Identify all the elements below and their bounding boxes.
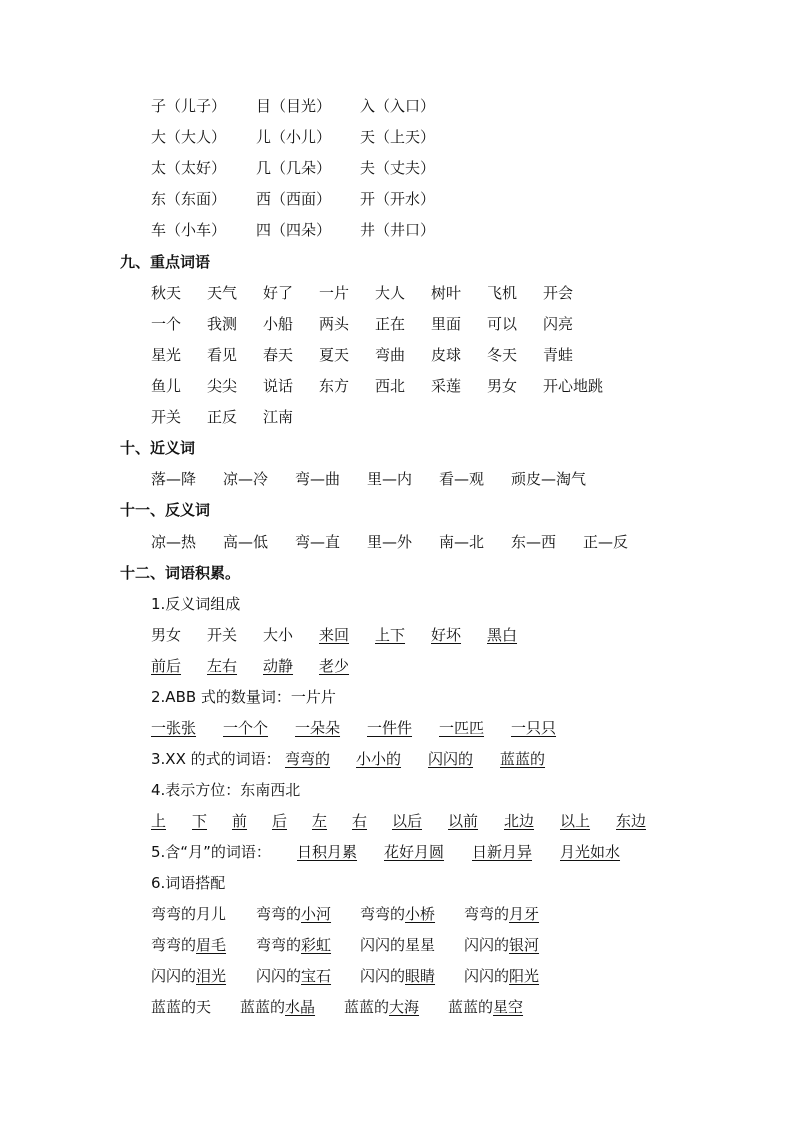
collocation-noun: 月牙: [509, 905, 540, 923]
word: 好坏: [431, 626, 462, 644]
word: 一个: [151, 315, 182, 333]
word: 前后: [151, 657, 182, 675]
synonym-pair: 凉—冷: [223, 470, 269, 488]
collocation-prefix: 弯弯的: [151, 905, 197, 923]
word: 尖尖: [207, 377, 238, 395]
word: 大人: [375, 284, 406, 302]
antonym-pair: 正—反: [583, 533, 629, 551]
word: 以后: [392, 812, 423, 830]
word: 夏天: [319, 346, 350, 364]
synonym-pair: 看—观: [439, 470, 485, 488]
word: 一匹匹: [439, 719, 485, 737]
antonym-pair: 里—外: [367, 533, 413, 551]
collocation-noun: 眼睛: [405, 967, 436, 985]
char-word: 开（开水）: [360, 190, 436, 208]
collocation: [464, 965, 539, 987]
collocation-noun: 阳光: [509, 967, 540, 985]
char-word: 夫（丈夫）: [360, 159, 436, 177]
word: 冬天: [487, 346, 518, 364]
word: 说话: [263, 377, 294, 395]
collocation: [151, 934, 226, 956]
section-heading-key-words: 九、重点词语: [120, 253, 211, 271]
collocation-prefix: 闪闪的: [464, 936, 510, 954]
char-word: 井（井口）: [360, 221, 436, 239]
collocation: [360, 965, 435, 987]
collocation: [448, 996, 523, 1018]
word: 后: [272, 812, 288, 830]
word: 动静: [263, 657, 294, 675]
word: 树叶: [431, 284, 462, 302]
word: 一个个: [223, 719, 269, 737]
word: 以前: [448, 812, 479, 830]
word: 开会: [543, 284, 574, 302]
word: 一只只: [511, 719, 557, 737]
word: 天气: [207, 284, 238, 302]
word: 日积月累: [297, 843, 358, 861]
section-heading-synonyms: 十、近义词: [120, 439, 196, 457]
word: 月光如水: [560, 843, 621, 861]
collocation-noun: 宝石: [301, 967, 332, 985]
word: 黑白: [487, 626, 518, 644]
collocation-prefix: 弯弯的: [360, 905, 406, 923]
char-word: 天（上天）: [360, 128, 436, 146]
word: 飞机: [487, 284, 518, 302]
collocation: [151, 996, 211, 1018]
collocation-noun: 水晶: [285, 998, 316, 1016]
word: 一张张: [151, 719, 197, 737]
collocation: [256, 903, 331, 925]
char-word: 太（太好）: [151, 159, 227, 177]
word: 以上: [560, 812, 591, 830]
word: 日新月异: [472, 843, 533, 861]
collocation-prefix: 闪闪的: [464, 967, 510, 985]
word: 右: [352, 812, 368, 830]
char-word: 子（儿子）: [151, 97, 227, 115]
word: 一朵朵: [295, 719, 341, 737]
collocation-noun: 月儿: [196, 905, 227, 923]
word: 下: [192, 812, 208, 830]
word: 江南: [263, 408, 294, 426]
word: 青蛙: [543, 346, 574, 364]
char-word: 几（几朵）: [256, 159, 332, 177]
collocation-prefix: 蓝蓝的: [344, 998, 390, 1016]
collocation-prefix: 弯弯的: [151, 936, 197, 954]
synonym-pair: 里—内: [367, 470, 413, 488]
word: 大小: [263, 626, 294, 644]
word: 闪闪的: [428, 750, 474, 768]
word: 花好月圆: [384, 843, 445, 861]
collocation: [256, 965, 331, 987]
collocation-prefix: 弯弯的: [464, 905, 510, 923]
word: 老少: [319, 657, 350, 675]
collocation-prefix: 蓝蓝的: [240, 998, 286, 1016]
char-word: 东（东面）: [151, 190, 227, 208]
word: 来回: [319, 626, 350, 644]
collocation: [151, 903, 226, 925]
word: 开心地跳: [543, 377, 604, 395]
word: 采莲: [431, 377, 462, 395]
word: 开关: [151, 408, 182, 426]
char-word: 入（入口）: [360, 97, 436, 115]
word: 左: [312, 812, 328, 830]
word: 闪亮: [543, 315, 574, 333]
collocation-noun: 眉毛: [196, 936, 227, 954]
word: 秋天: [151, 284, 182, 302]
antonym-pair: 南—北: [439, 533, 485, 551]
word: 上下: [375, 626, 406, 644]
word: 小小的: [356, 750, 402, 768]
word: 东边: [616, 812, 647, 830]
sub-heading-label: 1.反义词组成: [151, 595, 241, 613]
collocation-noun: 泪光: [196, 967, 227, 985]
collocation-prefix: 闪闪的: [360, 967, 406, 985]
sub-heading-label: 2.ABB 式的数量词：一片片: [151, 688, 336, 706]
section-heading-antonyms: 十一、反义词: [120, 501, 211, 519]
word: 男女: [151, 626, 182, 644]
synonym-pair: 顽皮—淘气: [511, 470, 587, 488]
word: 弯弯的: [285, 750, 331, 768]
collocation-noun: 天: [196, 998, 212, 1016]
word: 可以: [487, 315, 518, 333]
word: 好了: [263, 284, 294, 302]
char-word: 目（目光）: [256, 97, 332, 115]
word: 北边: [504, 812, 535, 830]
sub-heading-label: 3.XX 的式的词语：: [151, 750, 281, 768]
word: 东方: [319, 377, 350, 395]
collocation-noun: 银河: [509, 936, 540, 954]
word: 西北: [375, 377, 406, 395]
collocation: [240, 996, 315, 1018]
collocation-prefix: 闪闪的: [360, 936, 406, 954]
word: 两头: [319, 315, 350, 333]
collocation-noun: 小桥: [405, 905, 436, 923]
word: 里面: [431, 315, 462, 333]
collocation-prefix: 闪闪的: [256, 967, 302, 985]
collocation: [464, 903, 539, 925]
antonym-pair: 高—低: [223, 533, 269, 551]
word: 一件件: [367, 719, 413, 737]
word: 弯曲: [375, 346, 406, 364]
sub-heading-label: 6.词语搭配: [151, 874, 226, 892]
antonym-pair: 凉—热: [151, 533, 197, 551]
word: 星光: [151, 346, 182, 364]
antonym-pair: 东—西: [511, 533, 557, 551]
section-heading-accumulation: 十二、词语积累。: [120, 564, 241, 582]
word: 开关: [207, 626, 238, 644]
word: 蓝蓝的: [500, 750, 546, 768]
word: 一片: [319, 284, 350, 302]
collocation: [464, 934, 539, 956]
synonym-pair: 弯—曲: [295, 470, 341, 488]
collocation: [360, 934, 435, 956]
collocation-prefix: 蓝蓝的: [151, 998, 197, 1016]
collocation: [344, 996, 419, 1018]
collocation-noun: 星空: [493, 998, 524, 1016]
word: 上: [151, 812, 167, 830]
char-word: 大（大人）: [151, 128, 227, 146]
word: 鱼儿: [151, 377, 182, 395]
collocation-prefix: 闪闪的: [151, 967, 197, 985]
char-word: 儿（小儿）: [256, 128, 332, 146]
collocation: [360, 903, 435, 925]
word: 皮球: [431, 346, 462, 364]
word: 正在: [375, 315, 406, 333]
sub-heading-label: 5.含“月”的词语：: [151, 843, 271, 861]
word: 我测: [207, 315, 238, 333]
collocation: [151, 965, 226, 987]
word: 左右: [207, 657, 238, 675]
word: 男女: [487, 377, 518, 395]
word: 正反: [207, 408, 238, 426]
word: 春天: [263, 346, 294, 364]
word: 前: [232, 812, 248, 830]
collocation-prefix: 弯弯的: [256, 936, 302, 954]
antonym-pair: 弯—直: [295, 533, 341, 551]
collocation-prefix: 弯弯的: [256, 905, 302, 923]
synonym-pair: 落—降: [151, 470, 197, 488]
word: 小船: [263, 315, 294, 333]
word: 看见: [207, 346, 238, 364]
sub-heading-label: 4.表示方位：东南西北: [151, 781, 301, 799]
collocation-noun: 彩虹: [301, 936, 332, 954]
collocation-prefix: 蓝蓝的: [448, 998, 494, 1016]
char-word: 车（小车）: [151, 221, 227, 239]
collocation-noun: 大海: [389, 998, 420, 1016]
collocation-noun: 星星: [405, 936, 436, 954]
char-word: 西（西面）: [256, 190, 332, 208]
collocation-noun: 小河: [301, 905, 332, 923]
collocation: [256, 934, 331, 956]
char-word: 四（四朵）: [256, 221, 332, 239]
